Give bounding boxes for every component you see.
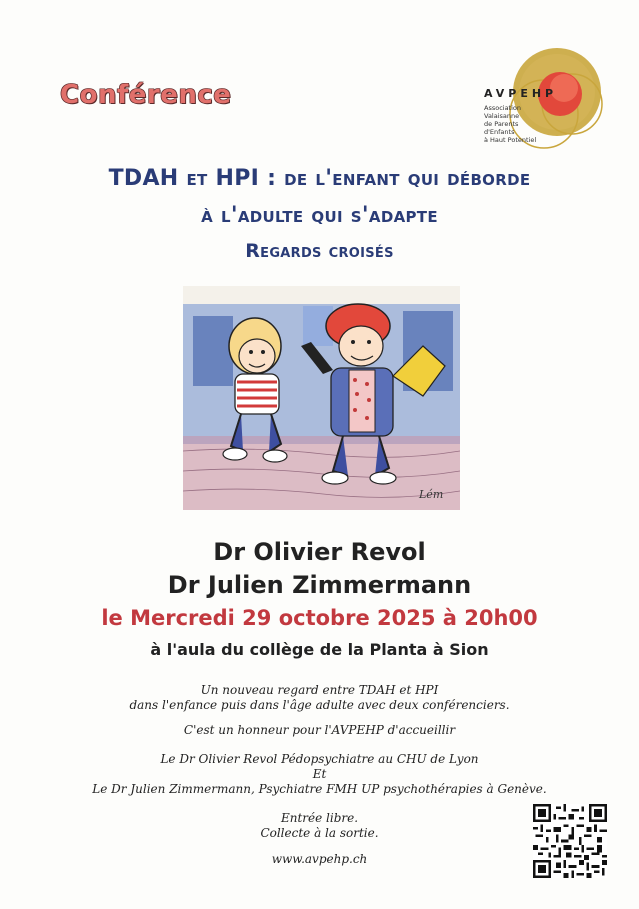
heading-line-3: Regards croisés <box>245 240 394 262</box>
website-link[interactable]: www.avpehp.ch <box>271 852 368 866</box>
heading-line-2: à l'adulte qui s'adapte <box>201 203 438 228</box>
qr-code-icon[interactable] <box>533 804 607 878</box>
logo-name: AVPEHP <box>484 87 558 100</box>
admission-line: Entrée libre. <box>280 811 359 825</box>
conference-label: Conférence <box>60 80 232 110</box>
logo-caption <box>484 104 564 144</box>
admission-line: Collecte à la sortie. <box>260 826 379 840</box>
intro-paragraph <box>0 683 639 713</box>
honour-text: C'est un honneur pour l'AVPEHP d'accueillir <box>183 723 456 737</box>
speakers-line: Le Dr Julien Zimmermann, Psychiatre FMH UP psychothérapies à Genève. <box>92 782 547 796</box>
event-date: le Mercredi 29 octobre 2025 à 20h00 <box>101 606 538 630</box>
speakers-line: Le Dr Olivier Revol Pédopsychiatre au CHU de Lyon <box>160 752 479 766</box>
heading-line-1: TDAH et HPI : de l'enfant qui déborde <box>108 166 531 191</box>
speaker-name: Dr Olivier Revol <box>213 538 426 566</box>
avpehp-logo <box>482 42 622 162</box>
logo-caption-line: Valaisanne <box>484 112 520 120</box>
logo-caption-line: à Haut Potentiel <box>484 136 537 144</box>
intro-line: Un nouveau regard entre TDAH et HPI <box>200 683 439 697</box>
logo-caption-line: d'Enfants <box>484 128 515 136</box>
event-venue: à l'aula du collège de la Planta à Sion <box>150 640 489 659</box>
logo-caption-line: Association <box>484 104 522 112</box>
speakers-paragraph <box>0 752 639 797</box>
logo-caption-line: de Parents <box>484 120 519 128</box>
speaker-name: Dr Julien Zimmermann <box>167 571 472 599</box>
illustration-signature: Lém <box>419 488 444 501</box>
cartoon-illustration-icon <box>183 286 460 510</box>
speakers-line: Et <box>312 767 327 781</box>
intro-line: dans l'enfance puis dans l'âge adulte avec deux conférenciers. <box>129 698 510 712</box>
